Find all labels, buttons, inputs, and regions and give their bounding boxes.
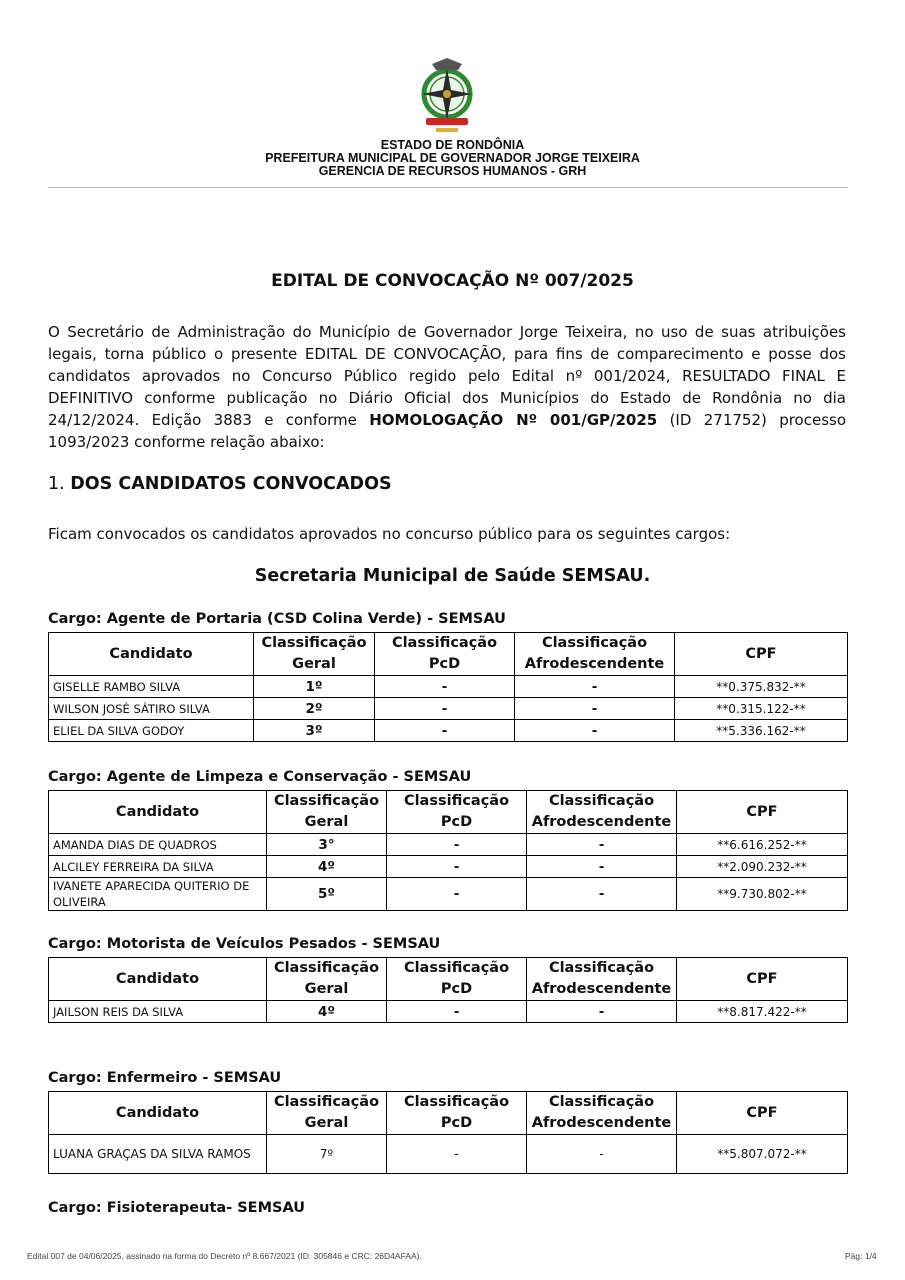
col-pcd: Classificação PcD <box>375 633 515 676</box>
table-row <box>49 1135 848 1174</box>
intro-homologacao: HOMOLOGAÇÃO Nº 001/GP/2025 <box>369 411 658 429</box>
col-pcd: Classificação PcD <box>387 791 527 834</box>
cargo-title: Cargo: Fisioterapeuta- SEMSAU <box>48 1200 305 1216</box>
class-geral: 4º <box>267 856 387 878</box>
section-heading <box>48 474 392 494</box>
cpf: **0.315.122-** <box>675 698 848 720</box>
col-cpf: CPF <box>677 958 848 1001</box>
table-row <box>49 720 848 742</box>
candidate-name: WILSON JOSÉ SÁTIRO SILVA <box>49 698 254 720</box>
table-row <box>49 676 848 698</box>
class-afro: - <box>527 834 677 856</box>
cpf: **6.616.252-** <box>677 834 848 856</box>
cargo-title: Cargo: Agente de Limpeza e Conservação - SEMSAU <box>48 769 472 785</box>
class-pcd: - <box>387 878 527 911</box>
col-candidato: Candidato <box>49 633 254 676</box>
class-pcd: - <box>375 698 515 720</box>
header-prefeitura: PREFEITURA MUNICIPAL DE GOVERNADOR JORGE TEIXEIRA <box>265 151 640 165</box>
header-department: GERENCIA DE RECURSOS HUMANOS - GRH <box>318 164 587 178</box>
class-afro: - <box>527 1135 677 1174</box>
intro-paragraph <box>48 321 846 453</box>
class-geral: 2º <box>254 698 375 720</box>
table-row <box>49 698 848 720</box>
col-pcd: Classificação PcD <box>387 1092 527 1135</box>
col-geral: Classificação Geral <box>267 791 387 834</box>
cargo-title: Cargo: Motorista de Veículos Pesados - SEMSAU <box>48 936 441 952</box>
class-geral: 4º <box>267 1001 387 1023</box>
candidate-name: IVANETE APARECIDA QUITERIO DE OLIVEIRA <box>49 878 267 911</box>
table-row <box>49 856 848 878</box>
page-number: Pág: 1/4 <box>845 1251 877 1261</box>
section-title: DOS CANDIDATOS CONVOCADOS <box>70 474 392 494</box>
candidate-name: GISELLE RAMBO SILVA <box>49 676 254 698</box>
class-pcd: - <box>387 834 527 856</box>
table-header-row <box>49 633 848 676</box>
table-header-row <box>49 1092 848 1135</box>
class-afro: - <box>527 856 677 878</box>
class-geral: 3º <box>254 720 375 742</box>
class-afro: - <box>515 720 675 742</box>
cpf: **8.817.422-** <box>677 1001 848 1023</box>
section-paragraph: Ficam convocados os candidatos aprovados no concurso público para os seguintes cargos: <box>48 525 731 543</box>
col-candidato: Candidato <box>49 958 267 1001</box>
table-header-row <box>49 791 848 834</box>
table-row <box>49 878 848 911</box>
secretaria-subtitle: Secretaria Municipal de Saúde SEMSAU. <box>254 566 651 586</box>
col-afro: Classificação Afrodescendente <box>515 633 675 676</box>
class-pcd: - <box>387 1135 527 1174</box>
col-candidato: Candidato <box>49 1092 267 1135</box>
candidates-table <box>48 790 848 911</box>
intro-text: O Secretário de Administração do Município de Governador Jorge Teixeira, no uso de suas atribuições legais, torna público o presente EDITAL DE CONVOCAÇÃO, para fins de comparecimento e posse dos candidatos aprovados no Concurso Público regido pelo Edital nº 001/2024, RESULTADO FINAL E DEFINITIVO conforme publicação no Diário Oficial dos Municípios do Estado de Rondônia no dia 24/12/2024. Edição 3883 e conforme <box>48 323 846 429</box>
col-cpf: CPF <box>677 791 848 834</box>
candidates-table <box>48 1091 848 1174</box>
col-pcd: Classificação PcD <box>387 958 527 1001</box>
cpf: **0.375.832-** <box>675 676 848 698</box>
table-row <box>49 834 848 856</box>
class-afro: - <box>515 676 675 698</box>
document-title: EDITAL DE CONVOCAÇÃO Nº 007/2025 <box>271 271 634 291</box>
cargo-title: Cargo: Enfermeiro - SEMSAU <box>48 1070 282 1086</box>
class-geral: 1º <box>254 676 375 698</box>
cargo-title: Cargo: Agente de Portaria (CSD Colina Verde) - SEMSAU <box>48 611 506 627</box>
candidate-name: LUANA GRAÇAS DA SILVA RAMOS <box>49 1135 267 1174</box>
col-afro: Classificação Afrodescendente <box>527 1092 677 1135</box>
col-geral: Classificação Geral <box>267 1092 387 1135</box>
class-afro: - <box>527 878 677 911</box>
table-row <box>49 1001 848 1023</box>
municipal-coat-of-arms-icon <box>412 58 482 138</box>
candidate-name: JAILSON REIS DA SILVA <box>49 1001 267 1023</box>
candidate-name: ALCILEY FERREIRA DA SILVA <box>49 856 267 878</box>
class-pcd: - <box>387 856 527 878</box>
col-afro: Classificação Afrodescendente <box>527 958 677 1001</box>
col-cpf: CPF <box>677 1092 848 1135</box>
class-geral: 7º <box>267 1135 387 1174</box>
candidate-name: AMANDA DIAS DE QUADROS <box>49 834 267 856</box>
class-afro: - <box>527 1001 677 1023</box>
col-geral: Classificação Geral <box>267 958 387 1001</box>
intro-text-end: (ID 271752) processo 1093/2023 conforme relação abaixo: <box>48 411 847 451</box>
table-header-row <box>49 958 848 1001</box>
col-afro: Classificação Afrodescendente <box>527 791 677 834</box>
header-state: ESTADO DE RONDÔNIA <box>380 138 525 152</box>
col-geral: Classificação Geral <box>254 633 375 676</box>
footer-signature-note: Edital 007 de 04/06/2025, assinado na forma do Decreto nº 8.667/2021 (ID: 305846 e CRC: 26D4AFAA). <box>27 1251 422 1261</box>
class-afro: - <box>515 698 675 720</box>
candidates-table <box>48 632 848 742</box>
col-candidato: Candidato <box>49 791 267 834</box>
class-geral: 3° <box>267 834 387 856</box>
header-divider <box>48 187 848 188</box>
candidate-name: ELIEL DA SILVA GODOY <box>49 720 254 742</box>
candidates-table <box>48 957 848 1023</box>
class-pcd: - <box>375 676 515 698</box>
class-pcd: - <box>387 1001 527 1023</box>
class-geral: 5º <box>267 878 387 911</box>
cpf: **5.336.162-** <box>675 720 848 742</box>
class-pcd: - <box>375 720 515 742</box>
col-cpf: CPF <box>675 633 848 676</box>
cpf: **9.730.802-** <box>677 878 848 911</box>
cpf: **5.807.072-** <box>677 1135 848 1174</box>
cpf: **2.090.232-** <box>677 856 848 878</box>
section-number: 1. <box>48 474 65 494</box>
